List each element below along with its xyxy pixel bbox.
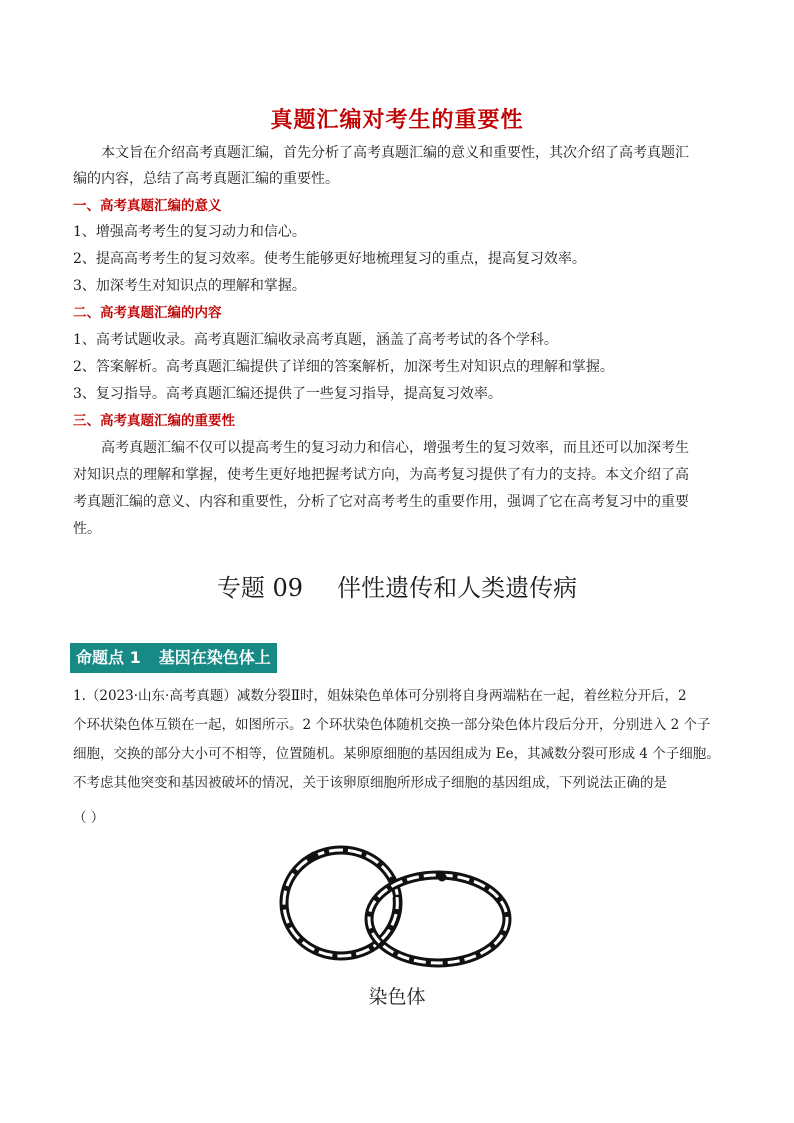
- conclusion-line-1: 高考真题汇编不仅可以提高考生的复习动力和信心，增强考生的复习效率，而且还可以加深考生: [101, 440, 689, 456]
- document-title: 真题汇编对考生的重要性: [270, 108, 524, 133]
- section-heading-meaning: 一、高考真题汇编的意义: [73, 198, 222, 214]
- list-item: 3、复习指导。高考真题汇编还提供了一些复习指导，提高复习效率。: [73, 386, 502, 402]
- interlocked-chromosomes-figure: [278, 843, 514, 973]
- question-line-1: 1.（2023·山东·高考真题）减数分裂Ⅱ时，姐妹染色单体可分别将自身两端粘在一起，着丝粒分开后，2: [73, 688, 687, 704]
- intro-line-1: 本文旨在介绍高考真题汇编，首先分析了高考真题汇编的意义和重要性，其次介绍了高考真题汇: [101, 145, 689, 161]
- conclusion-line-4: 性。: [73, 521, 101, 537]
- centromere-right: [438, 873, 447, 882]
- point-label: 命题点 1: [76, 648, 141, 667]
- question-line-4: 不考虑其他突变和基因被破坏的情况，关于该卵原细胞所形成子细胞的基因组成，下列说法正确的是: [73, 775, 667, 791]
- list-item: 3、加深考生对知识点的理解和掌握。: [73, 278, 306, 294]
- list-item: 2、提高高考考生的复习效率。使考生能够更好地梳理复习的重点，提高复习效率。: [73, 251, 586, 267]
- question-line-3: 细胞，交换的部分大小可不相等，位置随机。某卵原细胞的基因组成为 Ee，其减数分裂可形成 4 个子细胞。: [73, 746, 720, 762]
- figure-caption: 染色体: [368, 986, 426, 1008]
- section-heading-content: 二、高考真题汇编的内容: [73, 305, 222, 321]
- centromere-left: [310, 852, 319, 861]
- answer-bracket: （ ）: [73, 810, 105, 826]
- topic-name: 伴性遗传和人类遗传病: [337, 574, 578, 602]
- point-badge: [70, 643, 277, 673]
- list-item: 2、答案解析。高考真题汇编提供了详细的答案解析，加深考生对知识点的理解和掌握。: [73, 359, 614, 375]
- topic-title: [0, 568, 794, 603]
- list-item: 1、增强高考考生的复习动力和信心。: [73, 224, 306, 240]
- question-line-2: 个环状染色体互锁在一起，如图所示。2 个环状染色体随机交换一部分染色体片段后分开，分别进入 2 个子: [73, 717, 711, 733]
- topic-number: 专题 09: [216, 574, 304, 602]
- intro-line-2: 编的内容，总结了高考真题汇编的重要性。: [73, 171, 339, 187]
- conclusion-line-2: 对知识点的理解和掌握，使考生更好地把握考试方向，为高考复习提供了有力的支持。本文介绍了高: [73, 467, 689, 483]
- list-item: 1、高考试题收录。高考真题汇编收录高考真题，涵盖了高考考试的各个学科。: [73, 332, 558, 348]
- point-name: 基因在染色体上: [158, 648, 271, 667]
- section-heading-importance: 三、高考真题汇编的重要性: [73, 413, 235, 429]
- conclusion-line-3: 考真题汇编的意义、内容和重要性，分析了它对高考考生的重要作用，强调了它在高考复习中的重要: [73, 494, 689, 510]
